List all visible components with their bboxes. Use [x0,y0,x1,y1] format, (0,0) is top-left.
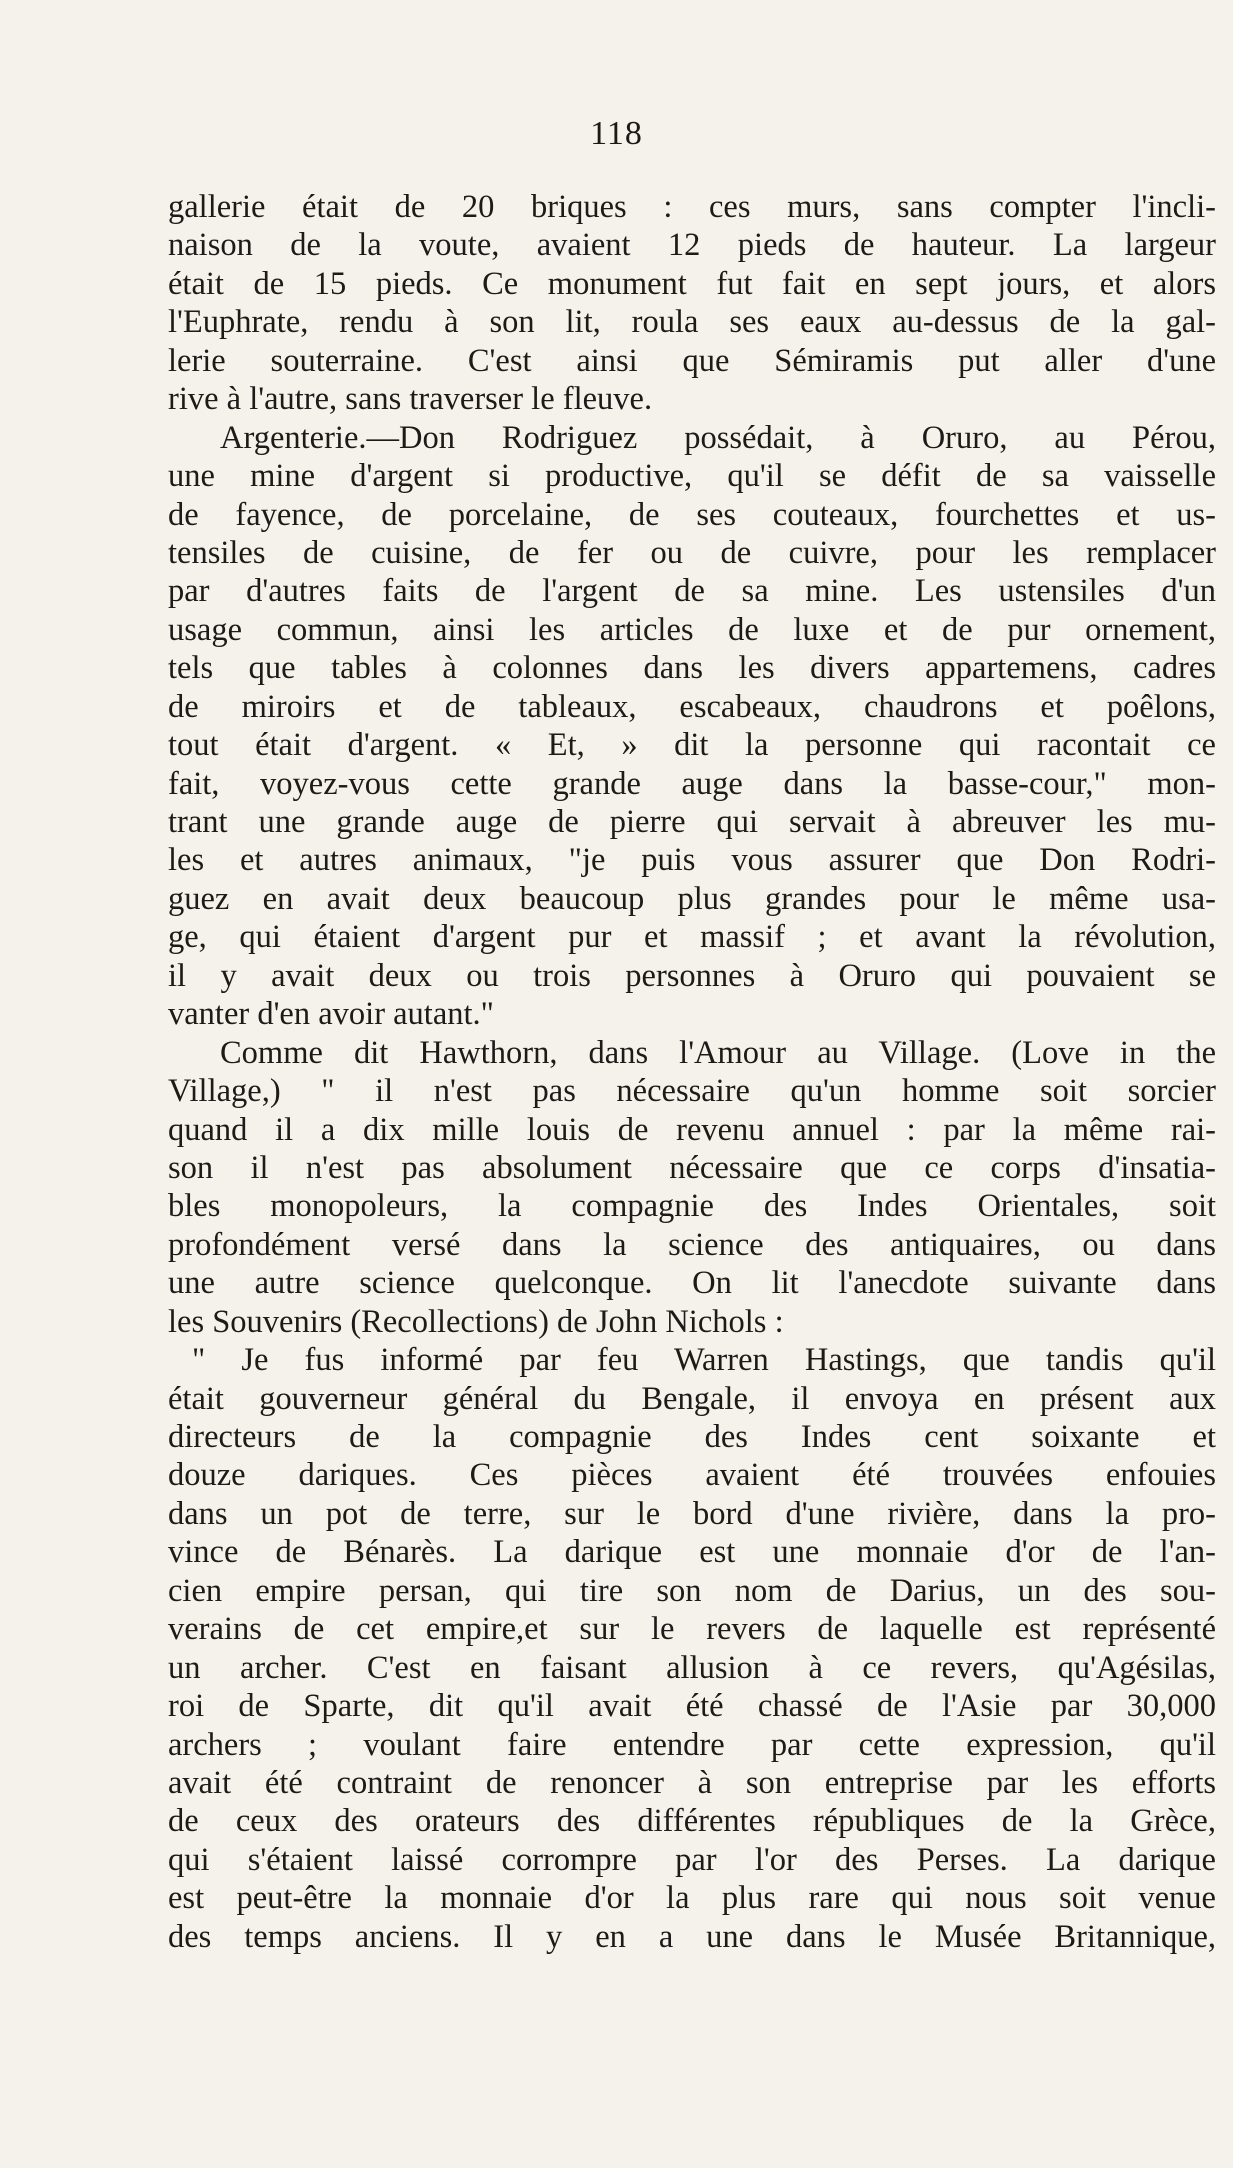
text-line: quand il a dix mille louis de revenu annuel : par la même rai- [168,1111,1216,1148]
text-line: tels que tables à colonnes dans les divers appartemens, cadres [168,650,1216,687]
text-line: de fayence, de porcelaine, de ses couteaux, fourchettes et us- [168,496,1216,533]
text-line: rive à l'autre, sans traverser le fleuve. [168,381,653,418]
text-line: Village,) " il n'est pas nécessaire qu'un homme soit sorcier [168,1073,1216,1110]
text-line: trant une grande auge de pierre qui servait à abreuver les mu- [168,804,1216,840]
text-line: une mine d'argent si productive, qu'il se défit de sa vaisselle [168,458,1216,495]
text-line: roi de Sparte, dit qu'il avait été chassé de l'Asie par 30,000 [168,1688,1216,1725]
text-line: usage commun, ainsi les articles de luxe et de pur ornement, [168,611,1216,648]
text-line: des temps anciens. Il y en a une dans le Musée Britannique, [168,1918,1216,1955]
text-line: l'Euphrate, rendu à son lit, roula ses eaux au-dessus de la gal- [168,304,1216,341]
text-line: était gouverneur général du Bengale, il envoya en présent aux [168,1380,1216,1417]
text-line: douze dariques. Ces pièces avaient été trouvées enfouies [168,1457,1216,1494]
text-line: vince de Bénarès. La darique est une monnaie d'or de l'an- [168,1534,1216,1571]
paragraph-start-line: Comme dit Hawthorn, dans l'Amour au Village. (Love in the [220,1034,1216,1071]
text-line: cien empire persan, qui tire son nom de Darius, un des sou- [168,1572,1216,1609]
text-line: il y avait deux ou trois personnes à Oruro qui pouvaient se [168,957,1216,994]
text-line: de miroirs et de tableaux, escabeaux, chaudrons et poêlons, [168,688,1216,725]
text-line: une autre science quelconque. On lit l'anecdote suivante dans [168,1265,1216,1302]
text-line: gallerie était de 20 briques : ces murs, sans compter l'incli- [168,189,1216,225]
text-line: avait été contraint de renoncer à son entreprise par les efforts [168,1764,1216,1801]
text-line: est peut-être la monnaie d'or la plus rare qui nous soit venue [168,1880,1216,1917]
page-number: 118 [590,115,643,152]
text-line: fait, voyez-vous cette grande auge dans la basse-cour," mon- [168,765,1216,802]
text-line: un archer. C'est en faisant allusion à ce revers, qu'Agésilas, [168,1649,1216,1686]
text-line: lerie souterraine. C'est ainsi que Sémiramis put aller d'une [168,342,1216,379]
text-line: naison de la voute, avaient 12 pieds de hauteur. La largeur [168,227,1216,264]
text-line: de ceux des orateurs des différentes républiques de la Grèce, [168,1803,1216,1840]
text-line: les Souvenirs (Recollections) de John Nichols : [168,1303,784,1340]
text-line: bles monopoleurs, la compagnie des Indes Orientales, soit [168,1188,1216,1225]
text-line: ge, qui étaient d'argent pur et massif ; et avant la révolution, [168,919,1216,956]
text-line: tensiles de cuisine, de fer ou de cuivre, pour les remplacer [168,534,1216,571]
text-line: profondément versé dans la science des antiquaires, ou dans [168,1226,1216,1263]
body-text [168,188,1216,1956]
text-line: son il n'est pas absolument nécessaire que ce corps d'insatia- [168,1149,1216,1186]
text-line: vanter d'en avoir autant." [168,996,494,1033]
text-line: archers ; voulant faire entendre par cette expression, qu'il [168,1726,1216,1763]
text-line: par d'autres faits de l'argent de sa mine. Les ustensiles d'un [168,573,1216,610]
text-line: verains de cet empire,et sur le revers de laquelle est représenté [168,1611,1216,1648]
paragraph-start-line: Argenterie.—Don Rodriguez possédait, à Oruro, au Pérou, [220,419,1216,456]
text-line: dans un pot de terre, sur le bord d'une rivière, dans la pro- [168,1495,1216,1532]
text-line: tout était d'argent. « Et, » dit la personne qui racontait ce [168,727,1216,764]
text-line: qui s'étaient laissé corrompre par l'or des Perses. La darique [168,1841,1216,1878]
paragraph-start-line: " Je fus informé par feu Warren Hastings, que tandis qu'il [192,1342,1216,1379]
text-line: directeurs de la compagnie des Indes cent soixante et [168,1419,1216,1455]
text-line: les et autres animaux, "je puis vous assurer que Don Rodri- [168,842,1216,879]
text-line: guez en avait deux beaucoup plus grandes pour le même usa- [168,880,1216,917]
text-line: était de 15 pieds. Ce monument fut fait en sept jours, et alors [168,265,1216,302]
